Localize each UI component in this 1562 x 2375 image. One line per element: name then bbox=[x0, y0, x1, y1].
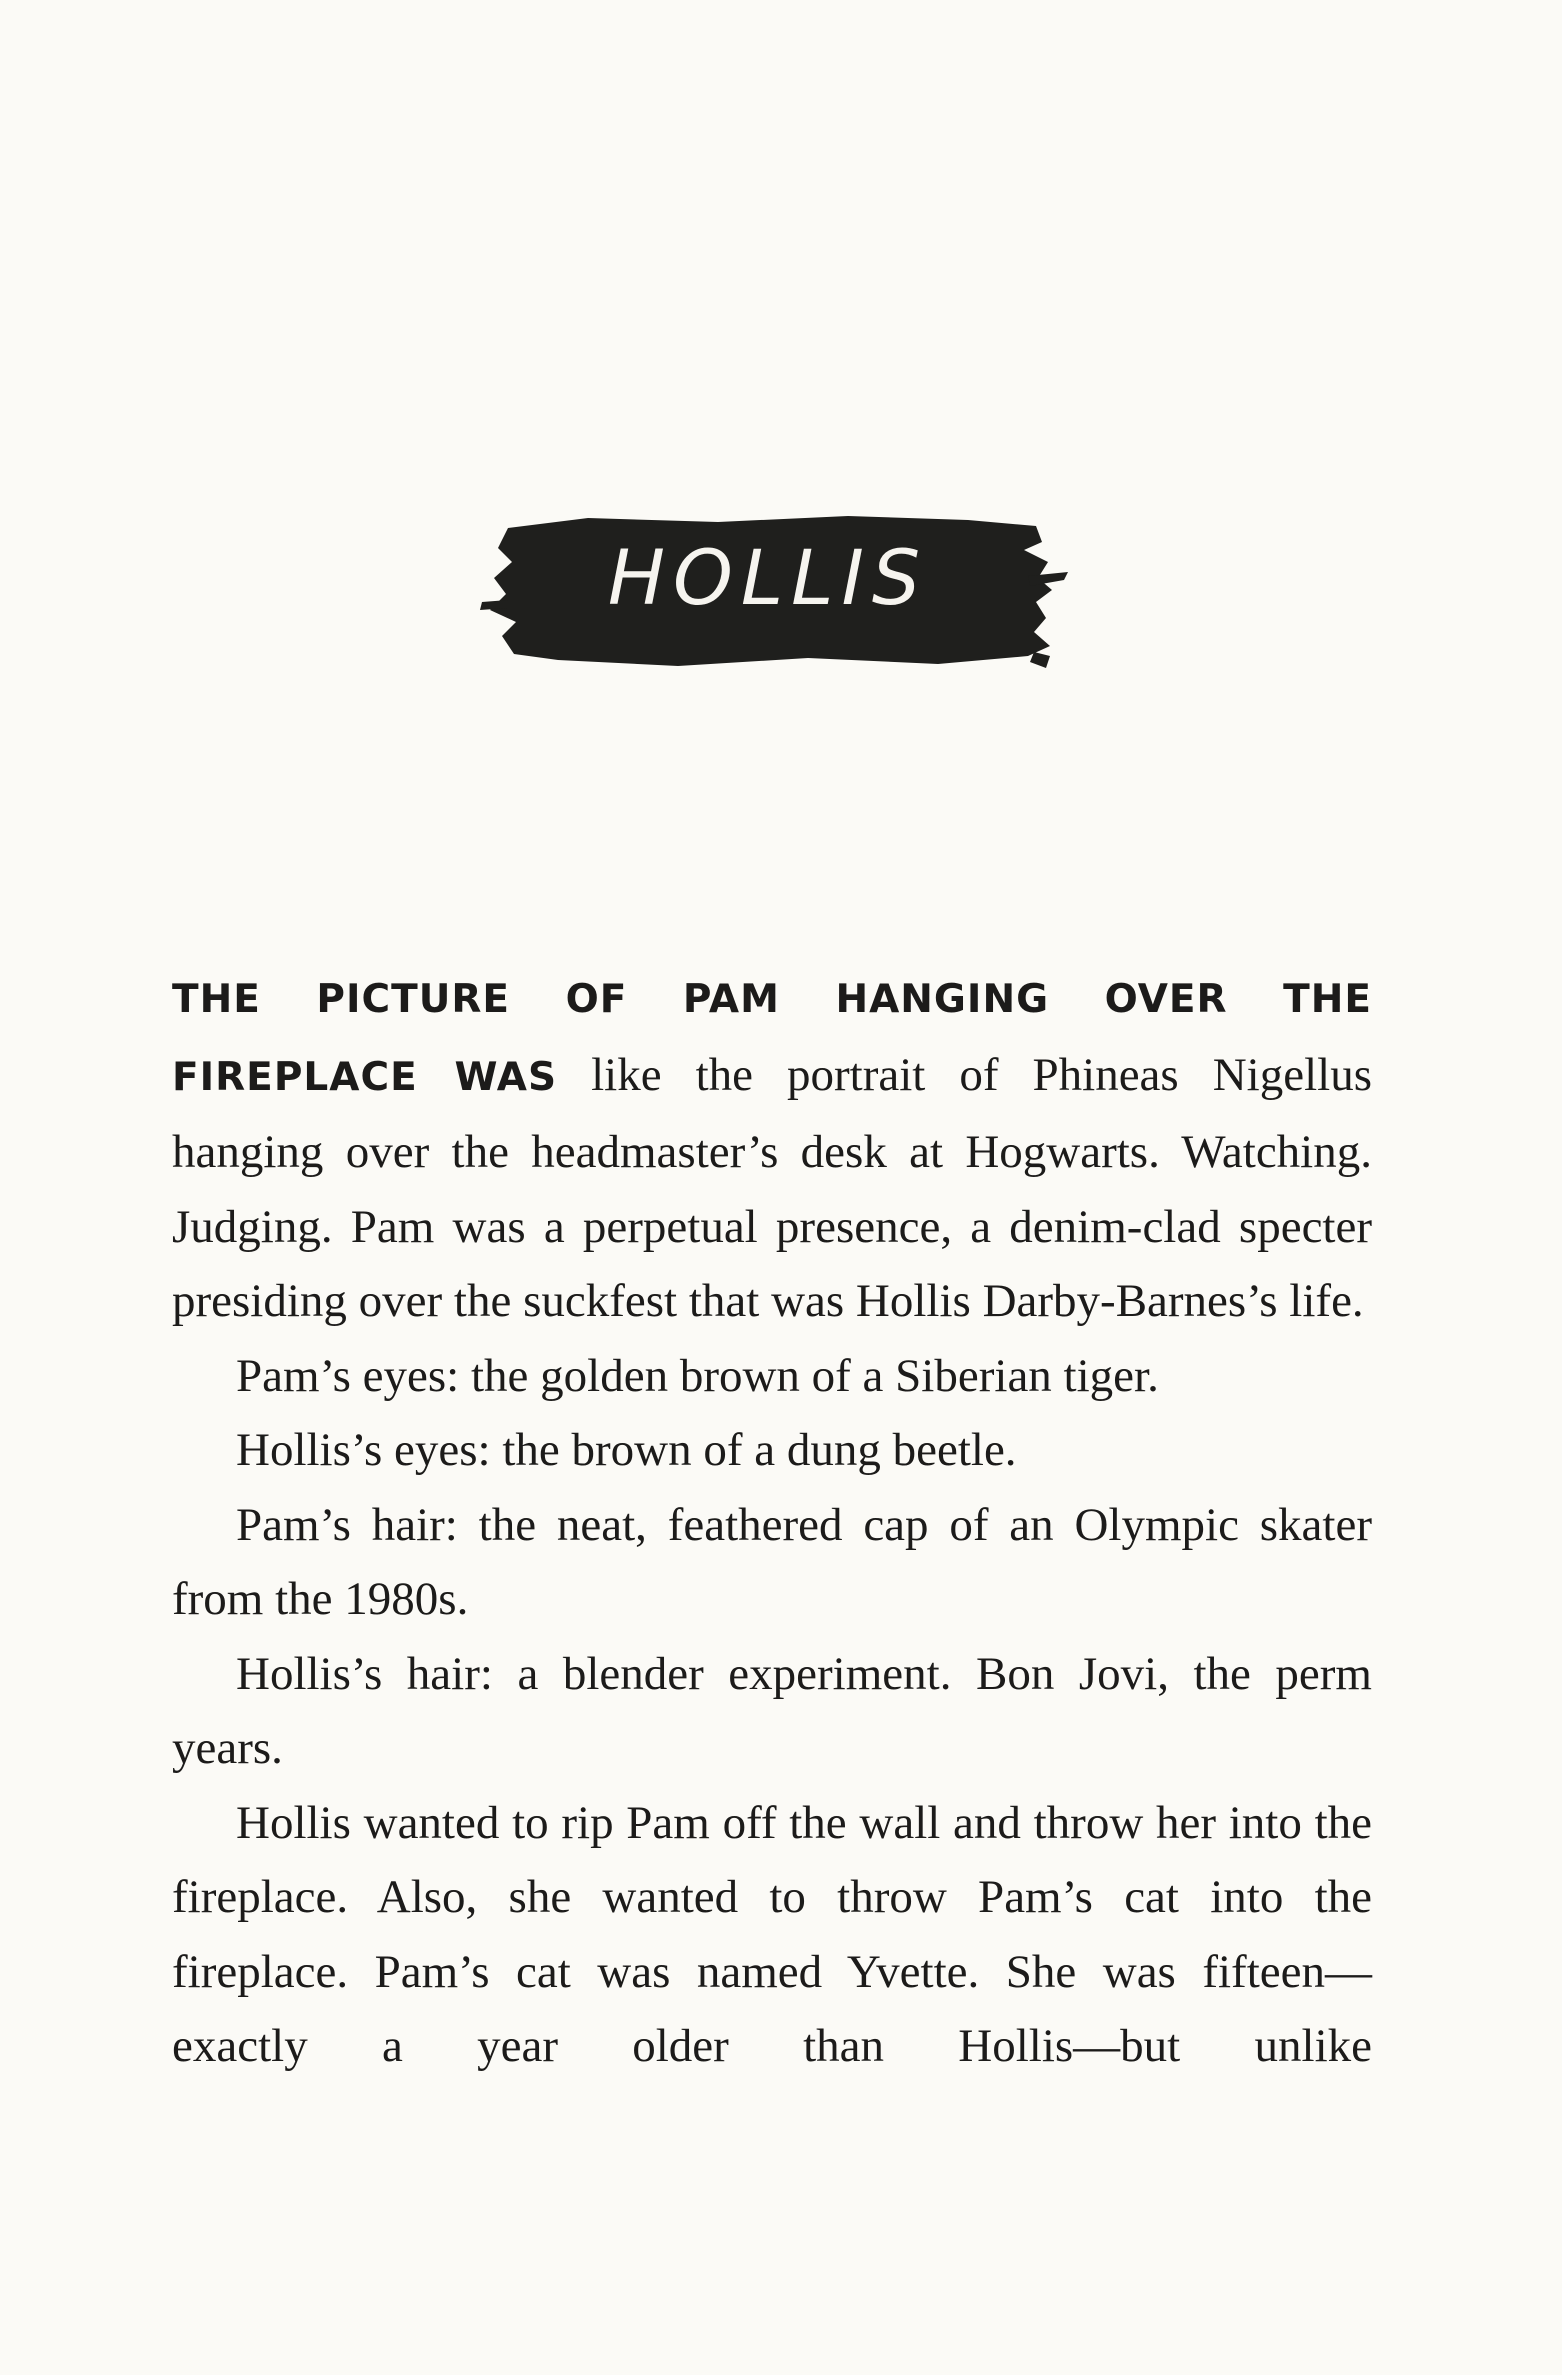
lead-in-caps: THE PICTURE OF PAM HANGING OVER THE FIREPLACE WAS bbox=[172, 977, 1372, 1100]
paragraph: Hollis’s eyes: the brown of a dung beetle. bbox=[236, 1424, 1017, 1476]
chapter-heading bbox=[468, 506, 1068, 682]
paragraph: Hollis wanted to rip Pam off the wall and throw her into the fireplace. Also, she wanted to throw Pam’s cat into the fireplace. Pam’s cat was named Yvette. She was fifteen—exactly a year older than Hollis—but unlike bbox=[172, 1796, 1372, 2072]
paragraph: Pam’s hair: the neat, feathered cap of an Olympic skater from the 1980s. bbox=[172, 1498, 1372, 1625]
paragraph-opening bbox=[172, 960, 1372, 1339]
paragraph: Pam’s eyes: the golden brown of a Siberian tiger. bbox=[236, 1349, 1159, 1402]
chapter-body bbox=[172, 960, 1372, 2084]
chapter-title: HOLLIS bbox=[607, 533, 929, 622]
paragraph-text: like the portrait of Phineas Nigellus hanging over the headmaster’s desk at Hogwarts. Watching. Judging. Pam was a perpetual presence, a denim-clad specter presiding over the suckfest that was Hollis Darby-Barnes’s life. bbox=[172, 1048, 1372, 1327]
paragraph: Hollis’s hair: a blender experiment. Bon Jovi, the perm years. bbox=[172, 1647, 1372, 1774]
